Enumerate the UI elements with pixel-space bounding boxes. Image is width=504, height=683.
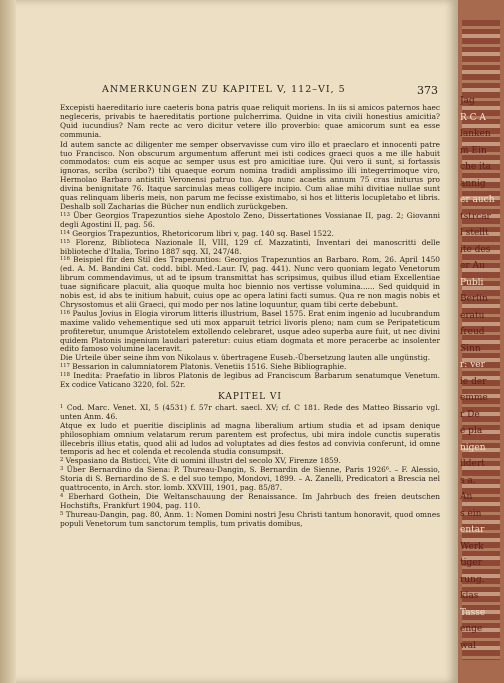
footnote	[60, 310, 440, 355]
jacket-text-line: er Au	[460, 261, 485, 271]
footnote-text: Über Bernardino da Siena: P. Thureau-Dangin, S. Bernardin de Sienne, Paris 1926⁶. – F. Alessio, Storia di S. Bernardino de S. e del suo tempo, Mondovi, 1899. – A. Zanelli, Predicatori a Brescia nel quattrocento, in Arch. stor. lomb. XXVIII, 1901, pag. 85/87.	[60, 465, 440, 493]
footnote-number: 4	[60, 492, 64, 499]
footnote	[60, 466, 440, 493]
jacket-text-line: entar	[460, 525, 485, 535]
footnote-number: 2	[60, 457, 64, 464]
jacket-text-line: An	[460, 492, 473, 502]
jacket-text-line: klas	[460, 591, 479, 601]
page-gutter	[0, 0, 16, 683]
jacket-text-line: freud	[460, 327, 485, 337]
jacket-text-line: wal	[460, 640, 476, 651]
jacket-text-line: nigen	[460, 442, 486, 453]
jacket-text-line: Tasse	[460, 607, 486, 618]
jacket-text-line: R C A	[460, 112, 486, 123]
jacket-text-line: rung.	[460, 574, 485, 585]
chapter-heading: KAPITEL VI	[218, 392, 282, 402]
jacket-text-line: Sinn	[460, 343, 481, 354]
page-body	[60, 104, 440, 529]
jacket-text-line: ie der	[460, 376, 487, 387]
footnotes-chapter-vi	[60, 404, 440, 529]
footnote-number: 114	[60, 229, 70, 236]
footnote-number: 113	[60, 211, 70, 218]
jacket-text-line: che ita	[460, 162, 491, 172]
jacket-text-line: eratu	[460, 310, 485, 321]
footnote-text: Thureau-Dangin, pag. 80, Anm. 1: Nomen Domini nostri Jesu Christi tantum honoravit, quod omnes populi Venetorum tum sanctorum templis, tum privatis domibus,	[60, 509, 440, 528]
jacket-text-line: Publi	[460, 277, 484, 288]
footnote-text: Über Georgios Trapezuntios siehe Apostolo Zeno, Dissertationes Vossianae II, pag. 2; Giovanni degli Agostini II, pag. 56.	[60, 210, 440, 229]
running-title: ANMERKUNGEN ZU KAPITEL V, 112–VI, 5	[102, 84, 346, 95]
footnote-text: Georgios Trapezuntios, Rhetoricorum libri v, pag. 140 sq. Basel 1522.	[72, 228, 334, 238]
jacket-text-line: l stellt	[460, 228, 489, 238]
intro-paragraph: Excepisti haereditario iure caeteris bona patris quae reliquit moriens. In iis si amicos paternos haec negleceris, privabis te haereditatis portione pulcherrima. Quidne in vita civili honestius amicitia? Quid iucundius? Nam recte ac vero dicitur vetere illo proverbio: quae amicorum sunt ea esse communia.	[60, 103, 440, 139]
jacket-text-line: tstrcar	[460, 211, 491, 222]
footnote-text: Paulus Jovius in Elogia virorum litteris illustrium, Basel 1575. Erat enim ingenio ad lucubrandum maxime valido vehementique sed uti mox apparuit tetrici livoris pleno; nam cum se Peripateticum profiteretur, unumque Aristotelem extollendo celebraret, usque adeo superba aure fuit, ut nec divini quidem Platonis ingenium laudari pateretur: cuius etiam dogmata et more peracerbe ac insolenter edito famoso volumine laceravit.	[60, 308, 440, 354]
footnote-text: Bessarion in calumniatorem Platonis. Venetiis 1516. Siehe Bibliographie.	[72, 362, 347, 372]
footnote	[60, 372, 440, 390]
footnote-text: Cod. Marc. Venet. XI, 5 (4531) f. 57r chart. saecl. XV; cf. C 181. Rede des Matteo Bissario vgl. unten Anm. 46.	[60, 402, 440, 421]
footnote-text: Eberhard Gothein, Die Weltanschauung der Renaissance. Im Jahrbuch des freien deutschen Hochstifts, Frankfurt 1904, pag. 110.	[60, 491, 440, 510]
jacket-text-line: e pla	[460, 426, 483, 436]
footnote	[60, 404, 440, 422]
page-number: 373	[417, 84, 438, 97]
jacket-text-line: emme	[460, 393, 488, 403]
footnote-number: 116	[60, 309, 70, 316]
jacket-text-line: r De	[460, 409, 480, 420]
jacket-text-line: lanken	[460, 129, 491, 139]
jacket-text-line: Werk	[460, 541, 484, 552]
footnote	[60, 212, 440, 230]
jacket-text-line: m Ein	[460, 145, 487, 156]
footnote-number: 118	[60, 372, 70, 379]
footnote-text: Vespasiano da Bisticci, Vite di uomini illustri del secolo XV, Firenze 1859.	[65, 456, 341, 466]
footnote-text: Florenz, Biblioteca Nazionale II, VIII, 129 cf. Mazzatinti, Inventari dei manoscritti delle biblioteche d'Italia, Torino 1887 sqq. XI, 247/48.	[60, 237, 440, 256]
footnote-number: 117	[60, 363, 70, 370]
footnote-text: Die Urteile über seine ihm von Nikolaus v. übertragene Euseb.-Übersetzung lauten alle ungünstig.	[60, 353, 431, 363]
footnote-text: Atque ex ludo et pueritie disciplinis ad magna liberalium artium studia et ad ipsam denique philosophiam omnium velatarum rerum parentem est profectus, ubi mira indole cunctis superatis illecebris illius etatis, quod alii ad ludos ad voluptates ad dies festos ad convivia conferunt, id omne temporis ad hec et colenda et recolenda studia consumpsit.	[60, 420, 440, 457]
dust-jacket-flap	[458, 0, 504, 683]
jacket-text-line: ildert	[460, 459, 485, 469]
jacket-text-line: Jag	[460, 96, 475, 106]
body-paragraph: Id autem sancte ac diligenter me semper observavisse cum viro illo et praeclaro et innocenti patre tuo Francisco. Non obscurum argumentum afferunt mei isti codices graeci quos a me ille habuit commodatos: cum eis acque ac semper usus est pro amicitiae iure. Qui vero ii sunt, si fortassis ignoras, scriba (scribo?) tibi quaeque eorum nomina tradidi amplissimo illi integerrimoque viro, Hermolao Barbaro antistiti Veronensi patruo tuo. Ago nunc acaetis annum 75 cras initurus pro divina benignitate 76. Itaque sarcinulas meas colligere incipio. Cum aliae mihi divitiae nullae sunt quas relinquam liberis meis, non parum me fecisse existimabo, si hos et litteris locupletabo et libris. Deshalb soll Zacharias die Bücher nun endlich zurückgeben.	[60, 139, 440, 211]
footnote-number: 5	[60, 510, 64, 517]
jacket-text-line: Berlin	[460, 294, 488, 304]
jacket-text-line: ite des	[460, 244, 491, 255]
footnote-text: Beispiel für den Stil des Trapezuntios: Georgios Trapezuntios an Barbaro. Rom, 26. April 1450 (ed. A. M. Bandini Cat. codd. bibl. Med.-Laur. IV, pag. 441). Nunc vero quoniam legato Venetorum librum commendavimus, ut ad te ipsum transmittat has scripsimus, quibus illud etiam Excellentiae tuae significare placuit, alia quoque multa hoc biennio nos vertisse volumina...... Sed quidquid in nobis est, id abs te initium habuit, cuius ope ac opera latini facti sumus. Qua re non magis nobis et Chrysostomus et alii Graeci, qui modo per nos latine loquuntur, quam tibi certe debebunt.	[60, 255, 440, 309]
footnote	[60, 511, 440, 529]
footnote-text: Inedita: Praefatio in libros Platonis de legibus ad Franciscum Barbarum senatumque Venetum. Ex codice Vaticano 3220, fol. 52r.	[60, 371, 440, 390]
jacket-text-line: enge	[460, 624, 483, 634]
footnote	[60, 493, 440, 511]
jacket-text-line: tiger	[460, 558, 482, 568]
jacket-text-line: s ein	[460, 508, 482, 519]
footnote	[60, 422, 440, 458]
footnote	[60, 256, 440, 309]
jacket-text-line: s a.	[460, 475, 476, 486]
footnote-number: 3	[60, 466, 64, 473]
footnote-number: 115	[60, 238, 70, 245]
jacket-text-line: annig	[460, 178, 486, 189]
jacket-text-line: er auch	[460, 195, 495, 205]
jacket-text-line: r: ver	[460, 360, 485, 370]
footnote	[60, 239, 440, 257]
footnote-number: 116	[60, 256, 70, 263]
running-header	[60, 84, 438, 98]
footnote-number: 1	[60, 403, 64, 410]
footnotes-chapter-v	[60, 212, 440, 390]
